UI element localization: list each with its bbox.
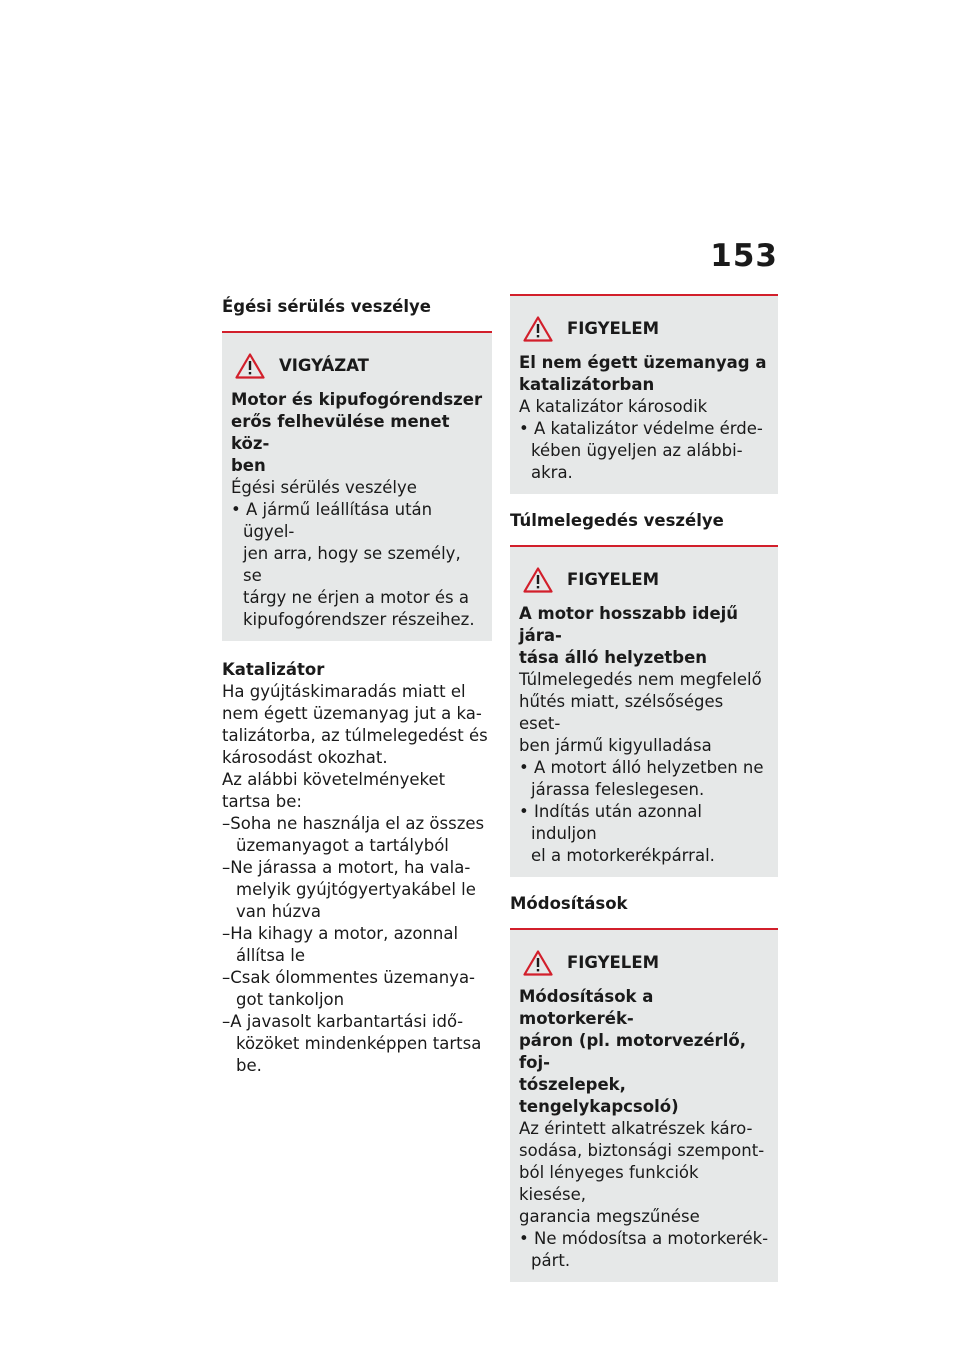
list-item: • A jármű leállítása után ügyel- jen arra, hogy se személy, se tárgy ne érjen a motor és a kipufogórendszer részeihez. — [231, 499, 483, 631]
notice-bullets — [519, 418, 769, 484]
catalyst-intro: Az alábbi követelményeket tartsa be: — [222, 770, 446, 811]
notice-heading: El nem égett üzemanyag a katalizátorban — [519, 353, 767, 394]
list-item: – Ha kihagy a motor, azonnal állítsa le — [222, 923, 492, 967]
catalyst-requirements — [222, 813, 492, 1077]
notice-text: Túlmelegedés nem megfelelő hűtés miatt, szélsőséges eset- ben jármű kigyulladása — [519, 670, 762, 755]
notice-text: A katalizátor károsodik — [519, 397, 708, 416]
warning-box — [222, 331, 492, 641]
list-item: • Indítás után azonnal induljon el a motorkerékpárral. — [519, 801, 769, 867]
notice-bullets — [519, 757, 769, 867]
list-item: – Ne járassa a motort, ha vala- melyik gyújtógyertyakábel le van húzva — [222, 857, 492, 923]
right-column — [510, 294, 778, 1282]
notice-label: FIGYELEM — [567, 570, 660, 589]
section-title-modifications: Módosítások — [510, 894, 628, 913]
section-title-catalyst: Katalizátor — [222, 660, 325, 679]
notice-heading: A motor hosszabb idejű jára- tása álló helyzetben — [519, 604, 739, 667]
list-item: – Soha ne használja el az összes üzemanyagot a tartályból — [222, 813, 492, 857]
list-item: • A katalizátor védelme érde- kében ügyeljen az alábbi- akra. — [519, 418, 769, 484]
notice-bullets — [519, 1228, 769, 1272]
notice-label: FIGYELEM — [567, 953, 660, 972]
warning-heading: Motor és kipufogórendszer erős felhevülése menet köz- ben — [231, 390, 483, 475]
list-item: – Csak ólommentes üzemanya- got tankoljon — [222, 967, 492, 1011]
warning-triangle-icon — [523, 950, 553, 976]
notice-header — [519, 312, 769, 346]
notice-box-catalyst — [510, 294, 778, 494]
notice-label: FIGYELEM — [567, 319, 660, 338]
notice-text: Az érintett alkatrészek káro- sodása, biztonsági szempont- ból lényeges funkciók kiesése, garancia megszűnése — [519, 1119, 765, 1226]
warning-triangle-icon — [235, 353, 265, 379]
section-title-burn: Égési sérülés veszélye — [222, 297, 431, 316]
catalyst-paragraph: Ha gyújtáskimaradás miatt el nem égett üzemanyag jut a ka- talizátorba, az túlmelegedést és károsodást okozhat. — [222, 682, 488, 767]
warning-triangle-icon — [523, 567, 553, 593]
warning-bullets — [231, 499, 483, 631]
warning-triangle-icon — [523, 316, 553, 342]
warning-text: Égési sérülés veszélye — [231, 478, 417, 497]
notice-heading: Módosítások a motorkerék- páron (pl. motorvezérlő, foj- tószelepek, tengelykapcsoló) — [519, 987, 746, 1116]
list-item: • Ne módosítsa a motorkerék- párt. — [519, 1228, 769, 1272]
warning-label: VIGYÁZAT — [279, 356, 369, 375]
notice-box-overheat — [510, 545, 778, 877]
notice-header — [519, 946, 769, 980]
page-number: 153 — [710, 238, 778, 274]
notice-box-modifications — [510, 928, 778, 1282]
warning-header — [231, 349, 483, 383]
notice-header — [519, 563, 769, 597]
list-item: • A motort álló helyzetben ne járassa feleslegesen. — [519, 757, 769, 801]
section-title-overheat: Túlmelegedés veszélye — [510, 511, 724, 530]
left-column — [222, 296, 492, 1077]
list-item: – A javasolt karbantartási idő- közöket mindenképpen tartsa be. — [222, 1011, 492, 1077]
